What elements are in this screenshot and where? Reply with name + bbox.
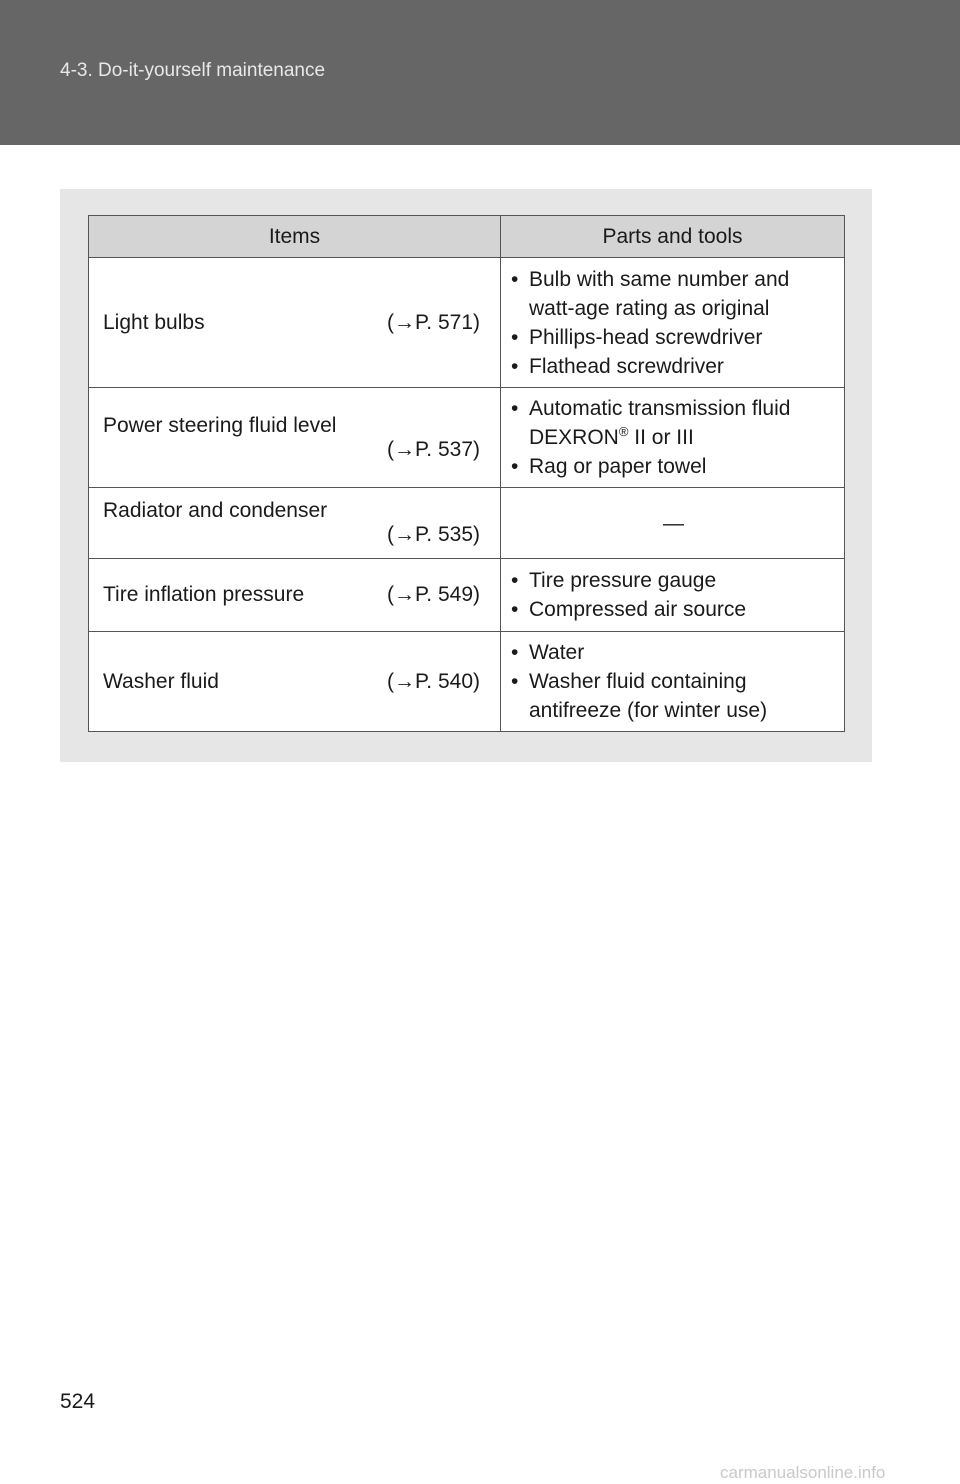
table-row [89, 559, 845, 632]
tools-cell [501, 632, 845, 732]
tool-item: • Washer fluid containing antifreeze (for winter use) [511, 667, 836, 725]
page-reference: (→P. 537) [387, 437, 480, 461]
tool-item: • Water [511, 638, 836, 667]
no-tools-dash: — [663, 511, 684, 535]
page-header [0, 0, 960, 145]
header-items: Items [89, 216, 501, 258]
maintenance-table [88, 215, 845, 732]
tools-cell [501, 258, 845, 388]
table-row [89, 258, 845, 388]
item-cell [89, 559, 501, 632]
tools-cell [501, 559, 845, 632]
table-row [89, 488, 845, 559]
table-header-row [89, 216, 845, 258]
tool-item: • Flathead screwdriver [511, 352, 836, 381]
tool-item: • Automatic transmission fluid DEXRON® II or III [511, 394, 836, 452]
tool-item: • Bulb with same number and watt-age rating as original [511, 265, 836, 323]
tools-cell [501, 388, 845, 488]
item-cell [89, 258, 501, 388]
tool-item: • Rag or paper towel [511, 452, 836, 481]
tool-item: • Tire pressure gauge [511, 566, 836, 595]
tools-cell [501, 488, 845, 559]
watermark: carmanualsonline.info [720, 1463, 886, 1482]
page-number: 524 [60, 1390, 96, 1413]
tool-item: • Phillips-head screwdriver [511, 323, 836, 352]
table-row [89, 632, 845, 732]
header-parts-and-tools: Parts and tools [501, 216, 845, 258]
item-name: Power steering fluid level [103, 413, 337, 437]
page-reference: (→P. 549) [387, 583, 480, 606]
item-name: Light bulbs [103, 310, 205, 334]
page-reference: (→P. 571) [387, 310, 480, 334]
section-title: 4-3. Do-it-yourself maintenance [60, 60, 326, 81]
item-cell [89, 388, 501, 488]
tool-item: • Compressed air source [511, 595, 836, 624]
registered-mark: ® [618, 424, 629, 439]
item-name: Radiator and condenser [103, 499, 328, 522]
item-name: Tire inflation pressure [103, 583, 305, 606]
item-cell [89, 488, 501, 559]
page-reference: (→P. 535) [387, 523, 480, 546]
item-cell [89, 632, 501, 732]
page-reference: (→P. 540) [387, 669, 480, 693]
table-row [89, 388, 845, 488]
item-name: Washer fluid [103, 669, 219, 693]
